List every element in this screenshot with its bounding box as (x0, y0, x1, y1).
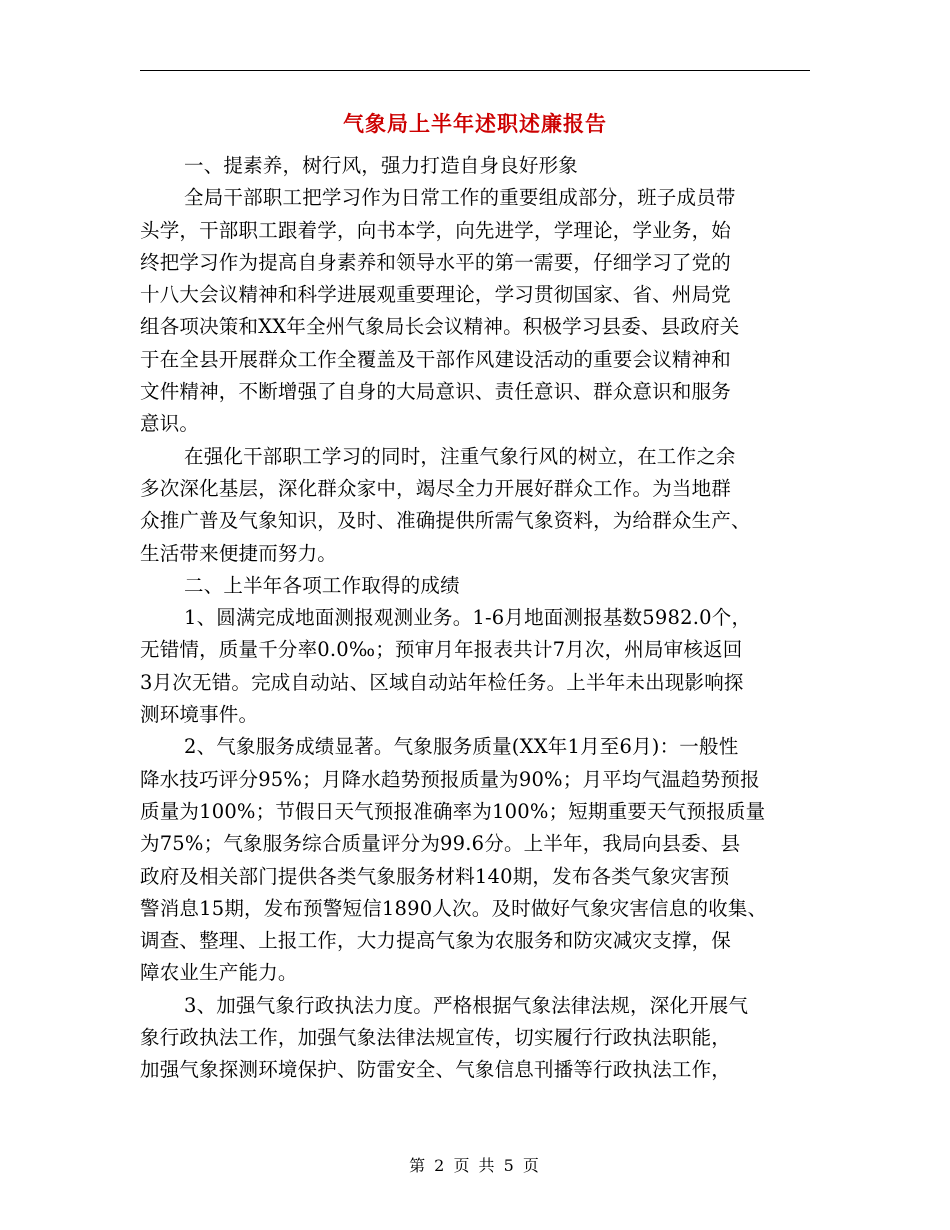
text-line: 3月次无错。完成自动站、区域自动站年检任务。上半年未出现影响探 (140, 670, 744, 694)
text-line: 降水技巧评分95%；月降水趋势预报质量为90%；月平均气温趋势预报 (140, 767, 760, 791)
text-line: 十八大会议精神和科学进展观重要理论，学习贯彻国家、省、州局党 (140, 283, 732, 307)
text-line: 2、气象服务成绩显著。气象服务质量(XX年1月至6月)：一般性 (184, 735, 739, 759)
text-line: 加强气象探测环境保护、防雷安全、气象信息刊播等行政执法工作， (140, 1058, 732, 1082)
text-line: 文件精神，不断增强了自身的大局意识、责任意识、群众意识和服务 (140, 380, 732, 404)
text-line: 二、上半年各项工作取得的成绩 (184, 573, 460, 597)
header-rule (140, 70, 810, 71)
text-line: 1、圆满完成地面测报观测业务。1-6月地面测报基数5982.0个， (184, 606, 752, 630)
text-line: 无错情，质量千分率0.0‰；预审月年报表共计7月次，州局审核返回 (140, 638, 743, 662)
text-line: 测环境事件。 (140, 703, 259, 727)
text-line: 众推广普及气象知识，及时、准确提供所需气象资料，为给群众生产、 (140, 509, 751, 533)
text-line: 意识。 (140, 412, 200, 436)
text-line: 障农业生产能力。 (140, 961, 298, 985)
text-line: 质量为100%；节假日天气预报准确率为100%；短期重要天气预报质量 (140, 799, 766, 823)
text-line: 象行政执法工作，加强气象法律法规宣传，切实履行行政执法职能， (140, 1026, 732, 1050)
text-line: 一、提素养，树行风，强力打造自身良好形象 (184, 154, 579, 177)
text-line: 终把学习作为提高自身素养和领导水平的第一需要，仔细学习了党的 (140, 250, 732, 274)
text-line: 生活带来便捷而努力。 (140, 541, 338, 565)
text-line: 警消息15期，发布预警短信1890人次。及时做好气象灾害信息的收集、 (140, 896, 768, 920)
text-line: 头学，干部职工跟着学，向书本学，向先进学，学理论，学业务，始 (140, 218, 732, 242)
text-line: 政府及相关部门提供各类气象服务材料140期，发布各类气象灾害预 (140, 864, 730, 888)
text-line: 为75%；气象服务综合质量评分为99.6分。上半年，我局向县委、县 (140, 832, 741, 856)
document-title: 气象局上半年述职述廉报告 (343, 111, 607, 136)
text-line: 全局干部职工把学习作为日常工作的重要组成部分，班子成员带 (184, 186, 736, 210)
text-line: 多次深化基层，深化群众家中，竭尽全力开展好群众工作。为当地群 (140, 476, 732, 500)
document-body (140, 150, 830, 1087)
text-line: 组各项决策和XX年全州气象局长会议精神。积极学习县委、县政府关 (140, 315, 740, 339)
text-line: 3、加强气象行政执法力度。严格根据气象法律法规，深化开展气 (184, 993, 749, 1017)
text-line: 调查、整理、上报工作，大力提高气象为农服务和防灾减灾支撑，保 (140, 929, 732, 953)
page-footer: 第 2 页 共 5 页 (409, 1156, 541, 1175)
text-line: 在强化干部职工学习的同时，注重气象行风的树立，在工作之余 (184, 444, 736, 468)
text-line: 于在全县开展群众工作全覆盖及干部作风建设活动的重要会议精神和 (140, 347, 732, 371)
